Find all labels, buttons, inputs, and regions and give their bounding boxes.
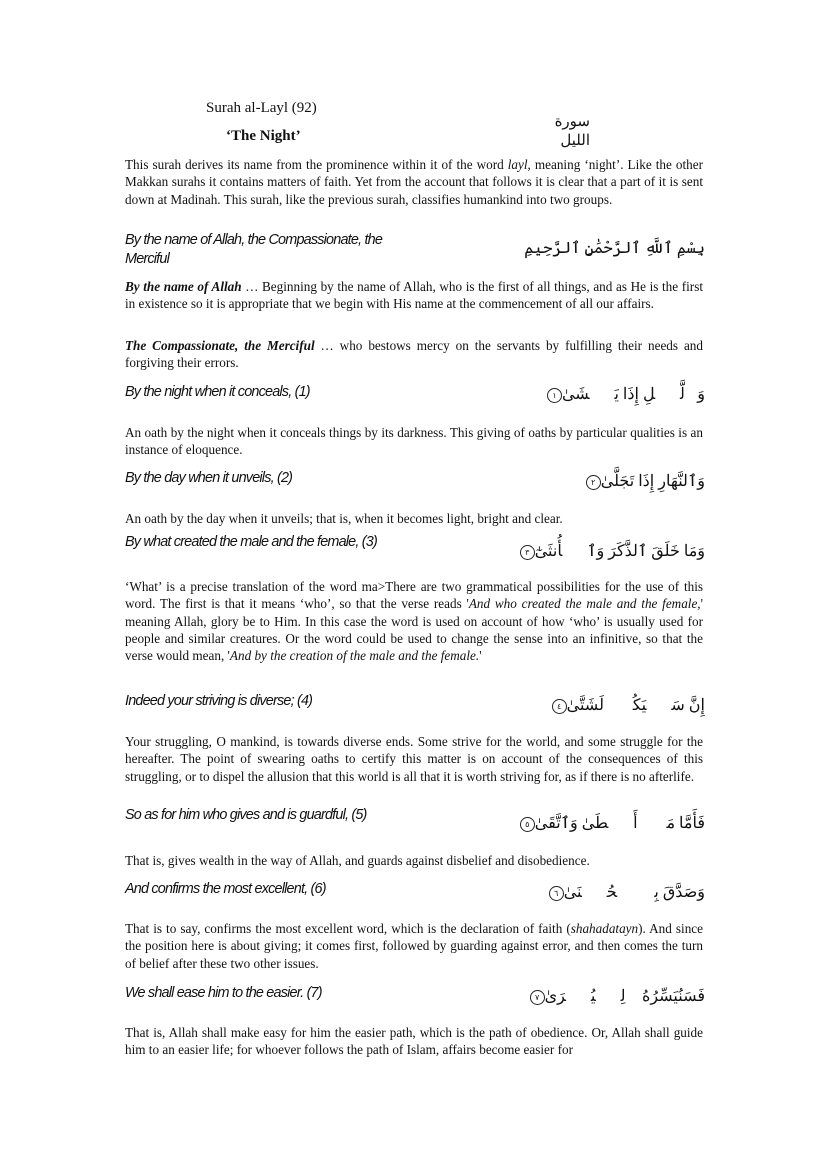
ayah-number-marker: ٦ (549, 886, 564, 901)
surah-title: Surah al-Layl (92) (206, 100, 317, 116)
verse-commentary: That is, Allah shall make easy for him the easier path, which is the path of obedience. Or, Allah shall guide him to an easier life; for whoever follows the path of Islam, affairs become easier for (125, 1025, 703, 1058)
verse-arabic: إِنَّ سَعۡيَكُمۡ لَشَتَّىٰ٤ (548, 695, 705, 715)
verse-heading: Indeed your striving is diverse; (4) (125, 693, 313, 709)
verse-commentary: Your struggling, O mankind, is towards diverse ends. Some strive for the world, and some struggle for the hereafter. The point of swearing oaths to certify this matter is on account of the consequences of this struggling, or to dispel the allusion that this world is all that it is worth striving for, as if there is no afterlife. (125, 734, 703, 784)
verse-heading: By what created the male and the female, (3) (125, 534, 377, 550)
ayah-number-marker: ١ (547, 388, 562, 403)
basmala-commentary-2: The Compassionate, the Merciful … who bestows mercy on the servants by fulfilling their needs and forgiving their errors. (125, 338, 703, 371)
ayah-number-marker: ٣ (520, 545, 535, 560)
surah-arabic-title: سورة الليل (554, 114, 590, 149)
verse-heading: And confirms the most excellent, (6) (125, 881, 326, 897)
verse-arabic: فَأَمَّا مَنۡ أَعۡطَىٰ وَٱتَّقَىٰ٥ (516, 813, 705, 833)
verse-heading: By the night when it conceals, (1) (125, 384, 310, 400)
verse-arabic: فَسَنُيَسِّرُهُۥ لِلۡيُسۡرَىٰ٧ (526, 986, 705, 1006)
ayah-number-marker: ٤ (552, 699, 567, 714)
verse-commentary: That is to say, confirms the most excellent word, which is the declaration of faith (shahadatayn). And since the position here is about giving; it comes first, followed by guarding against error, and then comes the turn of belief after these two other issues. (125, 921, 703, 971)
verse-arabic: وَمَا خَلَقَ ٱلذَّكَرَ وَٱلۡأُنثَىٰٓ٣ (516, 541, 705, 561)
ayah-number-marker: ٢ (586, 475, 601, 490)
basmala-commentary-1: By the name of Allah … Beginning by the name of Allah, who is the first of all things, and as He is the first in existence so it is appropriate that we begin with His name at the commencement of all our affairs. (125, 279, 703, 312)
intro-paragraph: This surah derives its name from the prominence within it of the word layl, meaning ‘night’. Like the other Makkan surahs it contains matters of faith. Yet from the account that follows it is clear that a part of it is sent down at Madinah. This surah, like the previous surah, classifies humankind into two groups. (125, 157, 703, 207)
verse-commentary: That is, gives wealth in the way of Allah, and guards against disbelief and disobedience. (125, 853, 590, 868)
verse-arabic: وَٱلنَّهَارِ إِذَا تَجَلَّىٰ٢ (582, 471, 705, 491)
verse-commentary: ‘What’ is a precise translation of the word ma>There are two grammatical possibilities for the use of this word. The first is that it means ‘who’, so that the verse reads 'And who created the male and the female,' meaning Allah, glory be to Him. In this case the word is used on account of how ‘who’ is usually used for people and similar creatures. Or the word could be used to change the sense into an infinitive, so that the verse would mean, 'And by the creation of the male and the female.' (125, 579, 703, 664)
verse-arabic: وَٱلَّيۡلِ إِذَا يَغۡشَىٰ١ (543, 384, 705, 404)
verse-heading: So as for him who gives and is guardful, (5) (125, 807, 367, 823)
verse-heading: By the day when it unveils, (2) (125, 470, 293, 486)
surah-subtitle: ‘The Night’ (226, 128, 301, 144)
verse-arabic: وَصَدَّقَ بِٱلۡحُسۡنَىٰ٦ (545, 882, 705, 902)
verse-commentary: An oath by the day when it unveils; that is, when it becomes light, bright and clear. (125, 511, 563, 526)
ayah-number-marker: ٧ (530, 990, 545, 1005)
ayah-number-marker: ٥ (520, 817, 535, 832)
verse-heading: We shall ease him to the easier. (7) (125, 985, 322, 1001)
basmala-heading: By the name of Allah, the Compassionate, the Merciful (125, 232, 383, 267)
verse-commentary: An oath by the night when it conceals things by its darkness. This giving of oaths by particular qualities is an instance of eloquence. (125, 425, 703, 458)
basmala-arabic: بِسْمِ ٱللَّهِ ٱلرَّحْمَٰنِ ٱلرَّحِيمِ (524, 240, 705, 257)
